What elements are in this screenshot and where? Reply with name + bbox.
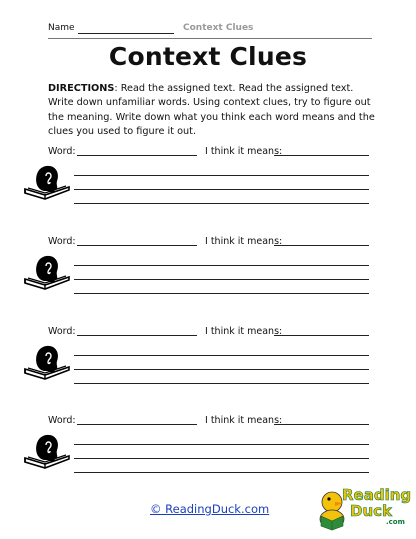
means-answer-line[interactable] (274, 155, 369, 156)
writing-line[interactable] (74, 175, 369, 176)
writing-line[interactable] (74, 293, 369, 294)
word-answer-line[interactable] (77, 155, 197, 156)
book-reader-icon (22, 252, 72, 294)
directions-label: DIRECTIONS (48, 83, 115, 94)
word-answer-line[interactable] (77, 335, 197, 336)
word-answer-line[interactable] (77, 424, 197, 425)
entry-block (0, 326, 416, 390)
entry-block (0, 236, 416, 300)
means-answer-line[interactable] (274, 424, 369, 425)
logo-word-reading: Reading (342, 486, 412, 504)
name-label: Name (48, 23, 75, 33)
page-title: Context Clues (108, 42, 308, 71)
header-divider (48, 38, 372, 39)
writing-line[interactable] (74, 265, 369, 266)
means-label: I think it means: (205, 415, 283, 426)
entry-block (0, 415, 416, 479)
writing-line[interactable] (74, 279, 369, 280)
entry-block (0, 146, 416, 210)
word-label: Word: (48, 236, 76, 247)
directions-text: : Read the assigned text. Read the assigned text. Write down unfamiliar words. Using context clues, try to figure out the meaning. Write down what you think each word means and the clues you used to figure it out. (48, 83, 375, 137)
logo-suffix: .com (386, 518, 405, 526)
reading-duck-logo[interactable] (318, 482, 412, 532)
writing-line[interactable] (74, 383, 369, 384)
footer-website-link[interactable]: © ReadingDuck.com (150, 502, 270, 516)
worksheet-header-title: Context Clues (183, 23, 254, 33)
means-label: I think it means: (205, 236, 283, 247)
word-label: Word: (48, 415, 76, 426)
book-reader-icon (22, 431, 72, 473)
means-label: I think it means: (205, 326, 283, 337)
means-answer-line[interactable] (274, 245, 369, 246)
word-label: Word: (48, 146, 76, 157)
writing-line[interactable] (74, 189, 369, 190)
writing-line[interactable] (74, 444, 369, 445)
writing-line[interactable] (74, 355, 369, 356)
writing-line[interactable] (74, 203, 369, 204)
book-reader-icon (22, 162, 72, 204)
book-reader-icon (22, 342, 72, 384)
directions-paragraph (48, 82, 380, 139)
means-label: I think it means: (205, 146, 283, 157)
means-answer-line[interactable] (274, 335, 369, 336)
writing-line[interactable] (74, 458, 369, 459)
word-answer-line[interactable] (77, 245, 197, 246)
writing-line[interactable] (74, 472, 369, 473)
writing-line[interactable] (74, 369, 369, 370)
word-label: Word: (48, 326, 76, 337)
name-field-line (78, 33, 174, 34)
header-row (48, 23, 378, 37)
logo-word-duck: Duck (350, 502, 392, 520)
